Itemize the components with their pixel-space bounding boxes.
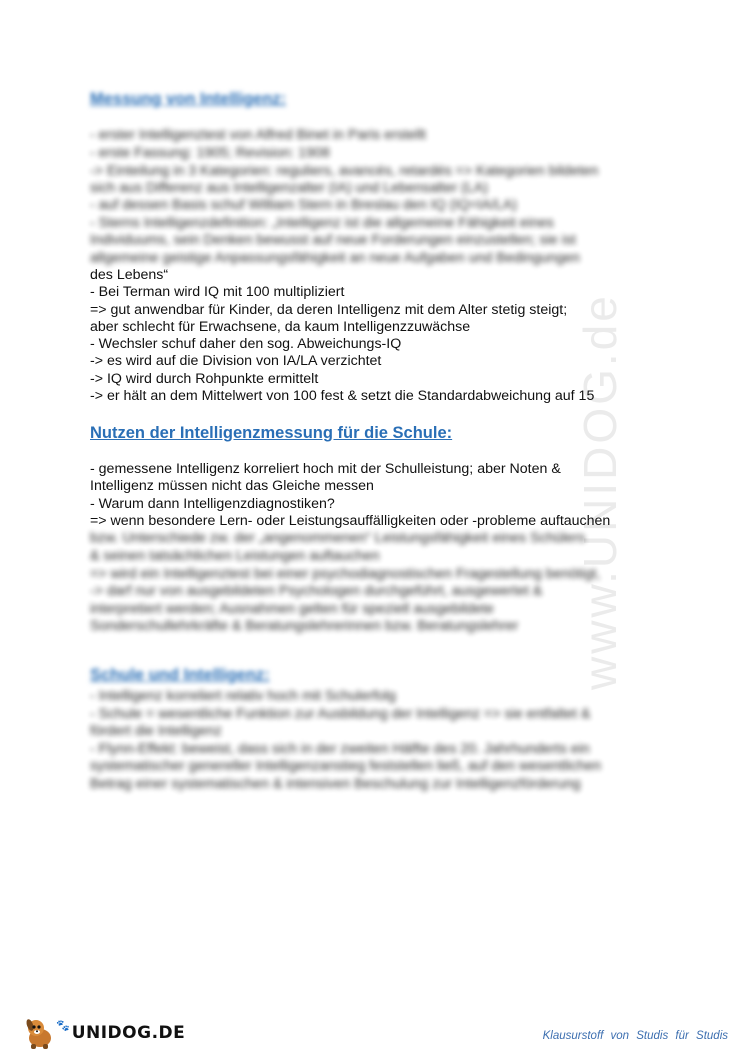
text-line: -> IQ wird durch Rohpunkte ermittelt: [90, 371, 319, 387]
text-line: -> darf nur von ausgebildeten Psychologen durchgeführt, ausgewertet &: [90, 583, 543, 599]
text-line: => gut anwendbar für Kinder, da deren Intelligenz mit dem Alter stetig steigt;: [90, 302, 568, 318]
text-line: - Wechsler schuf daher den sog. Abweichungs-IQ: [90, 336, 402, 352]
text-line: des Lebens“: [90, 267, 169, 283]
text-line: Betrag einer systematischen & intensiven Beschulung zur Intelligenzförderung: [90, 776, 581, 792]
unidog-logo[interactable]: [22, 1016, 185, 1050]
text-line: Intelligenz müssen nicht das Gleiche messen: [90, 478, 374, 494]
text-line: - Sterns Intelligenzdefinition: „Intelligenz ist die allgemeine Fähigkeit eines: [90, 215, 554, 231]
text-line: => wird ein Intelligenztest bei einer psychodiagnostischen Fragestellung benötigt,: [90, 566, 601, 582]
text-line: - Schule = wesentliche Funktion zur Ausbildung der Intelligenz => sie entfaltet &: [90, 706, 591, 722]
text-line: - Intelligenz korreliert relativ hoch mit Schulerfolg: [90, 688, 396, 704]
text-line: => wenn besondere Lern- oder Leistungsauffälligkeiten oder -probleme auftauchen: [90, 513, 611, 529]
text-line: - Bei Terman wird IQ mit 100 multipliziert: [90, 284, 345, 300]
footer-tagline: Klausurstoff von Studis für Studis: [542, 1030, 728, 1042]
text-line: -> Einteilung in 3 Kategorien: reguliers, avancés, retardés => Kategorien bildeten: [90, 163, 599, 179]
text-line: - erste Fassung: 1905; Revision: 1908: [90, 145, 330, 161]
section-heading-school-intelligence: Schule und Intelligenz:: [90, 666, 270, 684]
text-line: Sonderschullehrkräfte & Beratungslehrerinnen bzw. Beratungslehrer: [90, 618, 519, 634]
logo-text: UNIDOG.DE: [71, 1023, 186, 1043]
text-line: Individuums, sein Denken bewusst auf neue Forderungen einzustellen; sie ist: [90, 232, 576, 248]
text-line: - Warum dann Intelligenzdiagnostiken?: [90, 496, 335, 512]
text-line: - auf dessen Basis schuf William Stern in Breslau den IQ (IQ=IA/LA): [90, 197, 517, 213]
text-line: - gemessene Intelligenz korreliert hoch mit der Schulleistung; aber Noten &: [90, 461, 561, 477]
text-line: allgemeine geistige Anpassungsfähigkeit an neue Aufgaben und Bedingungen: [90, 250, 580, 266]
section-heading-measurement: Messung von Intelligenz:: [90, 90, 287, 108]
text-line: - erster Intelligenztest von Alfred Binet in Paris erstellt: [90, 127, 426, 143]
paw-icon: 🐾: [56, 1019, 70, 1032]
text-line: & seinen tatsächlichen Leistungen auftauchen: [90, 548, 380, 564]
section-heading-school-use: Nutzen der Intelligenzmessung für die Schule:: [90, 424, 453, 442]
text-line: -> es wird auf die Division von IA/LA verzichtet: [90, 353, 382, 369]
text-line: fördert die Intelligenz: [90, 723, 222, 739]
text-line: sich aus Differenz aus Intelligenzalter (IA) und Lebensalter (LA): [90, 180, 488, 196]
text-line: - Flynn-Effekt: beweist, dass sich in der zweiten Hälfte des 20. Jahrhunderts ein: [90, 741, 590, 757]
text-line: interpretiert werden; Ausnahmen gelten für speziell ausgebildete: [90, 601, 494, 617]
text-line: aber schlecht für Erwachsene, da kaum Intelligenzzuwächse: [90, 319, 471, 335]
text-line: systematischer genereller Intelligenzanstieg feststellen ließ, auf den wesentlichen: [90, 758, 602, 774]
text-line: -> er hält an dem Mittelwert von 100 fest & setzt die Standardabweichung auf 15: [90, 388, 595, 404]
text-line: bzw. Unterschiede zw. der „angenommenen“ Leistungsfähigkeit eines Schülers: [90, 530, 586, 546]
dog-mascot-icon: [22, 1016, 58, 1050]
watermark: www.UNIDOG.de: [574, 293, 626, 690]
